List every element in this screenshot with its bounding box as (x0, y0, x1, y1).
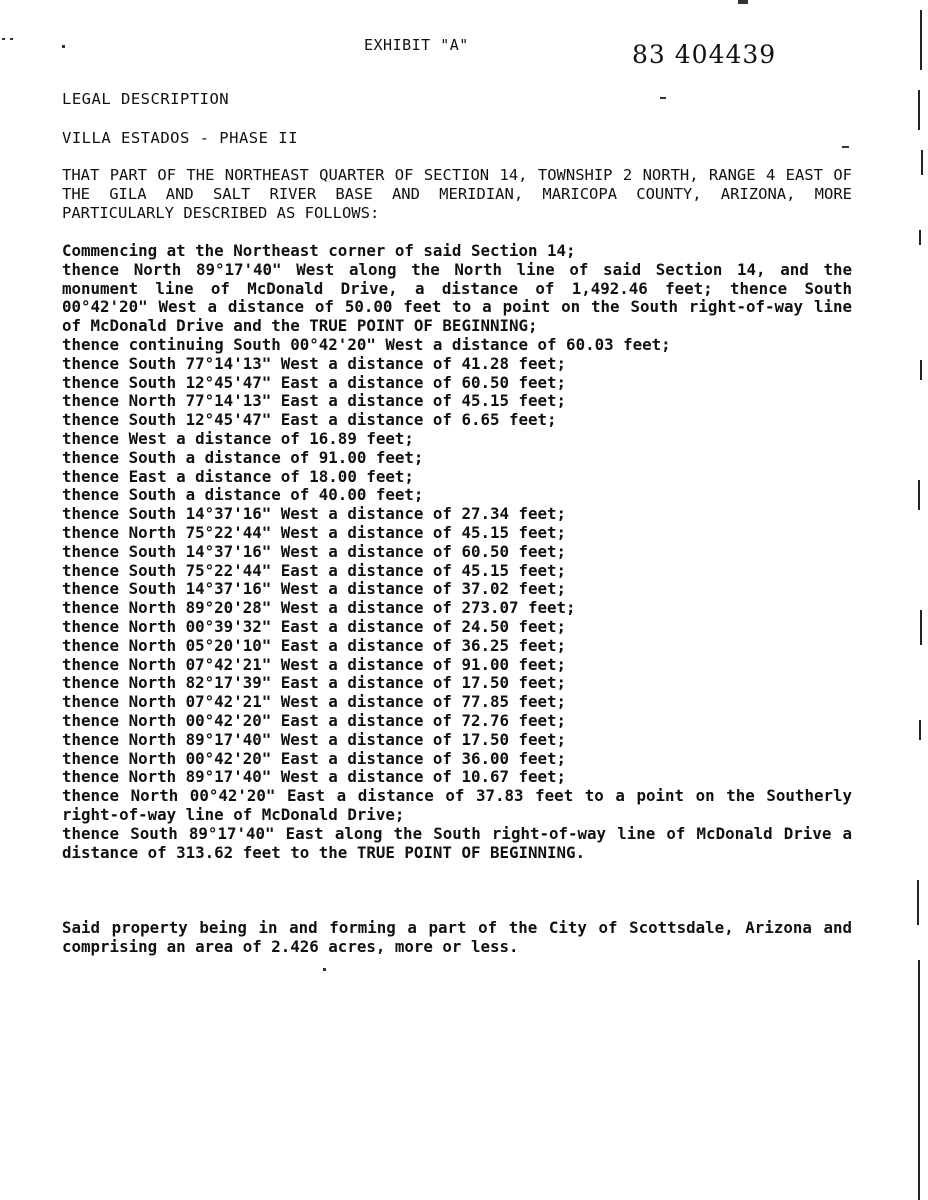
document-number: 83 404439 (632, 40, 777, 69)
scan-speck (660, 97, 666, 99)
course-list (62, 336, 852, 787)
scan-speck (62, 45, 65, 48)
course-line: thence North 07°42'21" West a distance of 77.85 feet; (62, 692, 567, 712)
course-line: thence North 07°42'21" West a distance of 91.00 feet; (62, 654, 567, 674)
project-title: VILLA ESTADOS - PHASE II (62, 129, 298, 147)
scan-speck (2, 38, 5, 40)
course-line: thence East a distance of 18.00 feet; (62, 466, 414, 486)
commencing-line: Commencing at the Northeast corner of said Section 14; (62, 241, 576, 260)
course-line: thence South 14°37'16" West a distance of 60.50 feet; (62, 541, 567, 561)
course-line: thence South 12°45'47" East a distance of 60.50 feet; (62, 372, 567, 392)
course-line: thence North 05°20'10" East a distance of 36.25 feet; (62, 635, 567, 655)
course-line: thence North 00°42'20" East a distance of 72.76 feet; (62, 710, 567, 730)
scan-edge-artifacts (912, 0, 928, 1200)
intro-paragraph: THAT PART OF THE NORTHEAST QUARTER OF SECTION 14, TOWNSHIP 2 NORTH, RANGE 4 EAST OF THE GILA AND SALT RIVER BASE AND MERIDIAN, MARICOPA COUNTY, ARIZONA, MORE PARTICULARLY DESCRIBED AS FOLLOWS: (62, 166, 852, 222)
course-line: thence North 75°22'44" West a distance of 45.15 feet; (62, 522, 567, 542)
scan-speck (323, 968, 326, 971)
exhibit-label: EXHIBIT "A" (364, 36, 469, 54)
course-line: thence South a distance of 40.00 feet; (62, 485, 424, 505)
course-line: thence North 00°42'20" East a distance of 36.00 feet; (62, 748, 567, 768)
course-line: thence North 82°17'39" East a distance of 17.50 feet; (62, 673, 567, 693)
scan-speck (10, 38, 13, 40)
course-line: thence South 14°37'16" West a distance of 37.02 feet; (62, 579, 567, 599)
legal-description-heading: LEGAL DESCRIPTION (62, 90, 230, 108)
metes-and-bounds (62, 242, 852, 862)
closing-paragraph: Said property being in and forming a part of the City of Scottsdale, Arizona and comprising an area of 2.426 acres, more or less. (62, 918, 852, 956)
course-line: thence South a distance of 91.00 feet; (62, 447, 424, 467)
last-course-paragraph: thence South 89°17'40" East along the South right-of-way line of McDonald Drive a distance of 313.62 feet to the TRUE POINT OF BEGINNING. (62, 823, 852, 862)
course-line: thence North 89°20'28" West a distance of 273.07 feet; (62, 598, 576, 618)
scan-speck (842, 146, 849, 148)
course-line: thence South 75°22'44" East a distance of 45.15 feet; (62, 560, 567, 580)
course-line: thence North 89°17'40" West a distance of 17.50 feet; (62, 729, 567, 749)
course-line: thence continuing South 00°42'20" West a distance of 60.03 feet; (62, 334, 671, 354)
course-line: thence North 77°14'13" East a distance of 45.15 feet; (62, 391, 567, 411)
second-last-course-paragraph: thence North 00°42'20" East a distance of 37.83 feet to a point on the Southerly right-of-way line of McDonald Drive; (62, 786, 852, 824)
course-line: thence North 00°39'32" East a distance of 24.50 feet; (62, 616, 567, 636)
course-line: thence North 89°17'40" West a distance of 10.67 feet; (62, 767, 567, 787)
course-line: thence South 14°37'16" West a distance of 27.34 feet; (62, 504, 567, 524)
scan-speck (738, 0, 748, 4)
first-course-paragraph: thence North 89°17'40" West along the North line of said Section 14, and the monument line of McDonald Drive, a distance of 1,492.46 feet; thence South 00°42'20" West a distance of 50.00 feet to a point on the South right-of-way line of McDonald Drive and the TRUE POINT OF BEGINNING; (62, 259, 852, 336)
course-line: thence West a distance of 16.89 feet; (62, 428, 414, 448)
course-line: thence South 12°45'47" East a distance of 6.65 feet; (62, 410, 557, 430)
course-line: thence South 77°14'13" West a distance of 41.28 feet; (62, 353, 567, 373)
